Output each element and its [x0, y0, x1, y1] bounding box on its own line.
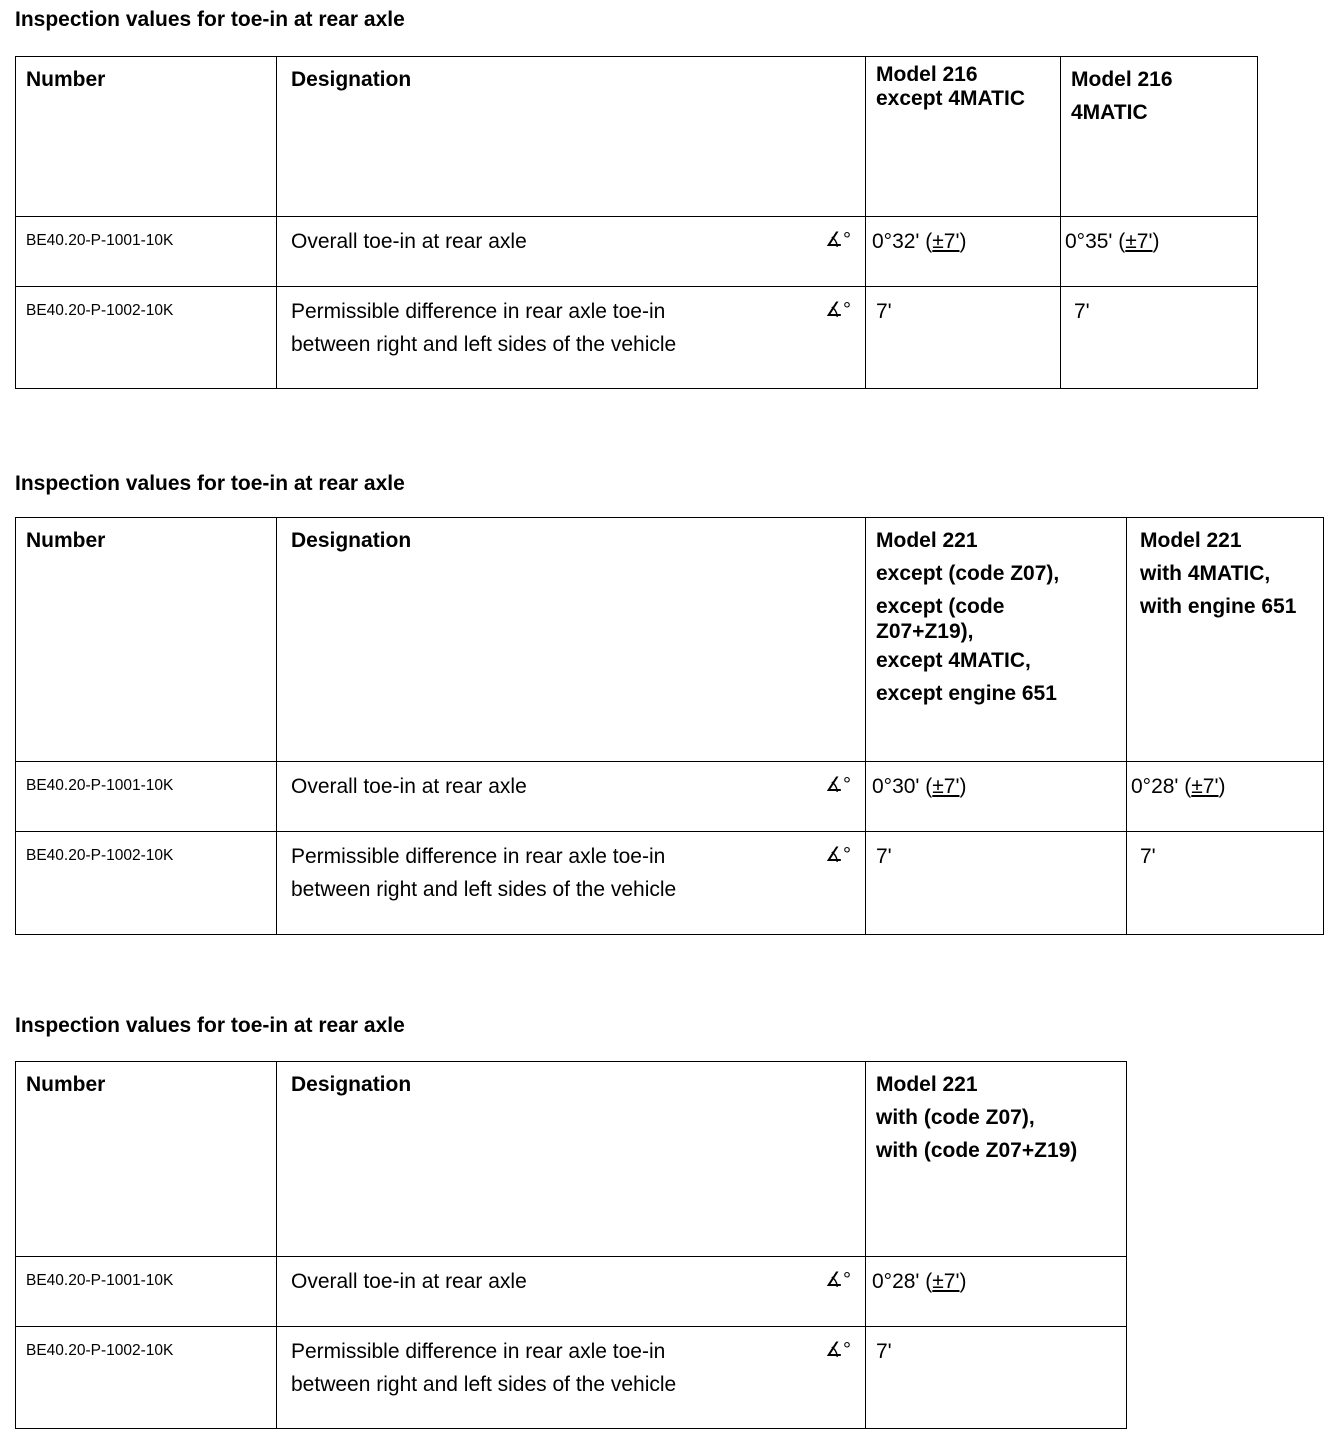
row-designation: Overall toe-in at rear axle ∡° [277, 217, 866, 287]
section-title: Inspection values for toe-in at rear axle [15, 472, 405, 495]
row-value: 0°35' (±7') [1061, 217, 1258, 287]
header-model-col: Model 216 except 4MATIC [866, 57, 1061, 217]
angle-icon: ∡° [825, 229, 851, 251]
row-value: 7' [866, 287, 1061, 389]
angle-icon: ∡° [825, 844, 851, 866]
row-designation: Overall toe-in at rear axle ∡° [277, 762, 866, 832]
row-number: BE40.20-P-1001-10K [16, 217, 277, 287]
row-value: 7' [866, 1327, 1127, 1429]
row-value: 0°28' (±7') [1127, 762, 1324, 832]
header-number: Number [16, 518, 277, 762]
section-title: Inspection values for toe-in at rear axle [15, 8, 405, 31]
table-header-row [16, 57, 1258, 217]
row-value: 7' [1127, 832, 1324, 935]
row-value: 0°30' (±7') [866, 762, 1127, 832]
row-number: BE40.20-P-1002-10K [16, 1327, 277, 1429]
header-designation: Designation [277, 57, 866, 217]
header-number: Number [16, 1062, 277, 1257]
header-model-col: Model 221 with 4MATIC, with engine 651 [1127, 518, 1324, 762]
header-number: Number [16, 57, 277, 217]
angle-icon: ∡° [825, 299, 851, 321]
angle-icon: ∡° [825, 1339, 851, 1361]
table-row [16, 832, 1324, 935]
inspection-table [15, 1061, 1127, 1429]
header-designation: Designation [277, 1062, 866, 1257]
row-number: BE40.20-P-1001-10K [16, 762, 277, 832]
inspection-table [15, 517, 1324, 935]
angle-icon: ∡° [825, 774, 851, 796]
table-header-row [16, 518, 1324, 762]
section-title: Inspection values for toe-in at rear axle [15, 1014, 405, 1037]
table-header-row [16, 1062, 1127, 1257]
row-number: BE40.20-P-1002-10K [16, 832, 277, 935]
header-designation: Designation [277, 518, 866, 762]
row-value: 7' [866, 832, 1127, 935]
angle-icon: ∡° [825, 1269, 851, 1291]
row-value: 0°32' (±7') [866, 217, 1061, 287]
table-row [16, 287, 1258, 389]
header-model-col: Model 221 except (code Z07), except (code Z07+Z19), except 4MATIC, except engine 651 [866, 518, 1127, 762]
table-row [16, 217, 1258, 287]
row-value: 7' [1061, 287, 1258, 389]
header-model-col: Model 221 with (code Z07), with (code Z07+Z19) [866, 1062, 1127, 1257]
row-designation: Permissible difference in rear axle toe-in between right and left sides of the vehicle ∡° [277, 287, 866, 389]
header-model-col: Model 216 4MATIC [1061, 57, 1258, 217]
row-designation: Overall toe-in at rear axle ∡° [277, 1257, 866, 1327]
row-number: BE40.20-P-1001-10K [16, 1257, 277, 1327]
row-designation: Permissible difference in rear axle toe-in between right and left sides of the vehicle ∡° [277, 1327, 866, 1429]
inspection-table [15, 56, 1258, 389]
row-number: BE40.20-P-1002-10K [16, 287, 277, 389]
row-value: 0°28' (±7') [866, 1257, 1127, 1327]
table-row [16, 1327, 1127, 1429]
table-row [16, 762, 1324, 832]
row-designation: Permissible difference in rear axle toe-in between right and left sides of the vehicle ∡° [277, 832, 866, 935]
table-row [16, 1257, 1127, 1327]
